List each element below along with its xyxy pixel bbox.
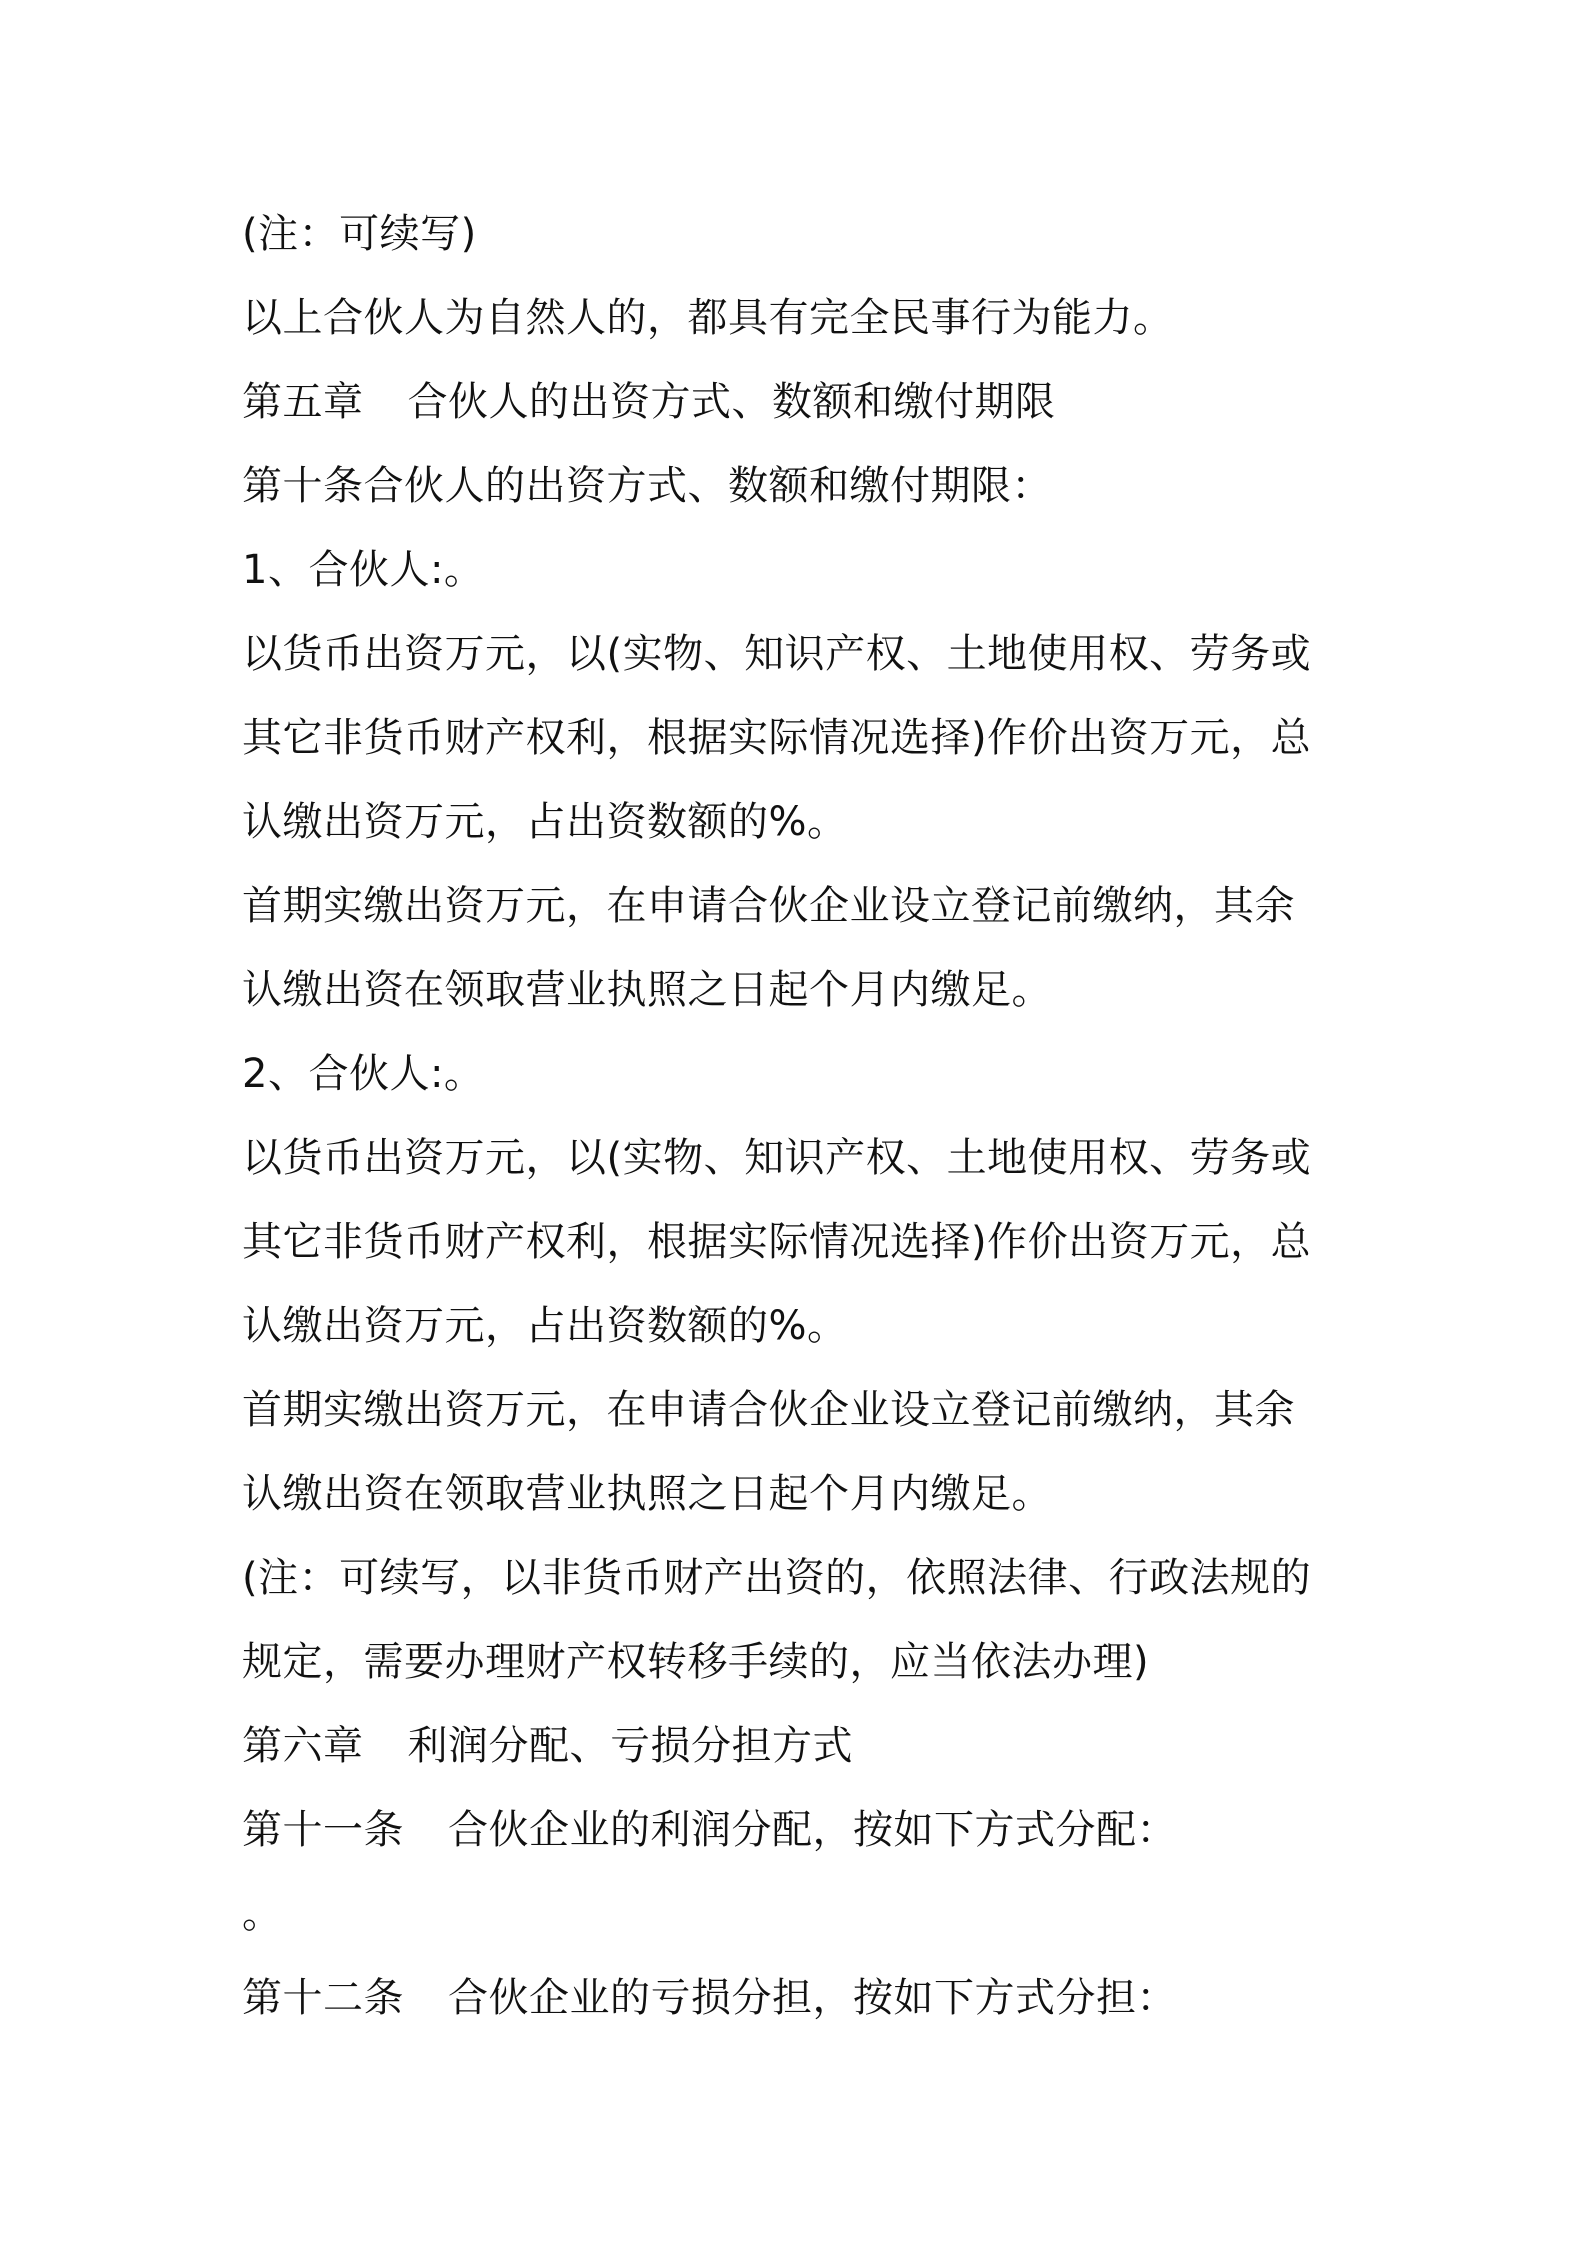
article-heading: 第十条合伙人的出资方式、数额和缴付期限： bbox=[242, 463, 1052, 509]
chapter-heading bbox=[242, 1704, 1362, 1788]
article-heading bbox=[242, 1956, 1362, 2040]
paragraph-line: 其它非货币财产权利，根据实际情况选择)作价出资万元，总 bbox=[242, 715, 1312, 761]
chapter-title: 合伙人的出资方式、数额和缴付期限 bbox=[407, 379, 1056, 425]
paragraph-line: 其它非货币财产权利，根据实际情况选择)作价出资万元，总 bbox=[242, 1219, 1312, 1265]
paragraph-line: 以货币出资万元，以(实物、知识产权、土地使用权、劳务或 bbox=[242, 1135, 1312, 1181]
paragraph-line: 认缴出资在领取营业执照之日起个月内缴足。 bbox=[242, 1471, 1052, 1517]
article-text: 合伙企业的利润分配，按如下方式分配： bbox=[448, 1807, 1177, 1853]
paragraph-line: 。 bbox=[242, 1891, 283, 1937]
paragraph-line: 认缴出资万元，占出资数额的%。 bbox=[242, 1303, 848, 1349]
paragraph-line: 认缴出资万元，占出资数额的%。 bbox=[242, 799, 848, 845]
paragraph-line: 以货币出资万元，以(实物、知识产权、土地使用权、劳务或 bbox=[242, 631, 1312, 677]
article-number: 第十一条 bbox=[242, 1807, 404, 1853]
paragraph-line: 首期实缴出资万元，在申请合伙企业设立登记前缴纳，其余 bbox=[242, 1387, 1295, 1433]
chapter-heading bbox=[242, 360, 1362, 444]
paragraph-line: 认缴出资在领取营业执照之日起个月内缴足。 bbox=[242, 967, 1052, 1013]
note-line: 规定，需要办理财产权转移手续的，应当依法办理) bbox=[242, 1639, 1150, 1685]
note-line: (注：可续写) bbox=[242, 211, 477, 257]
article-text: 合伙企业的亏损分担，按如下方式分担： bbox=[448, 1975, 1177, 2021]
article-heading bbox=[242, 1788, 1362, 1872]
document-body bbox=[242, 192, 1362, 2040]
paragraph-line: 首期实缴出资万元，在申请合伙企业设立登记前缴纳，其余 bbox=[242, 883, 1295, 929]
list-item: 1、合伙人:。 bbox=[242, 547, 485, 593]
chapter-number: 第五章 bbox=[242, 379, 364, 425]
list-item: 2、合伙人:。 bbox=[242, 1051, 485, 1097]
paragraph-line: 以上合伙人为自然人的，都具有完全民事行为能力。 bbox=[242, 295, 1174, 341]
article-number: 第十二条 bbox=[242, 1975, 404, 2021]
note-line: (注：可续写，以非货币财产出资的，依照法律、行政法规的 bbox=[242, 1555, 1312, 1601]
chapter-title: 利润分配、亏损分担方式 bbox=[407, 1723, 853, 1769]
chapter-number: 第六章 bbox=[242, 1723, 364, 1769]
